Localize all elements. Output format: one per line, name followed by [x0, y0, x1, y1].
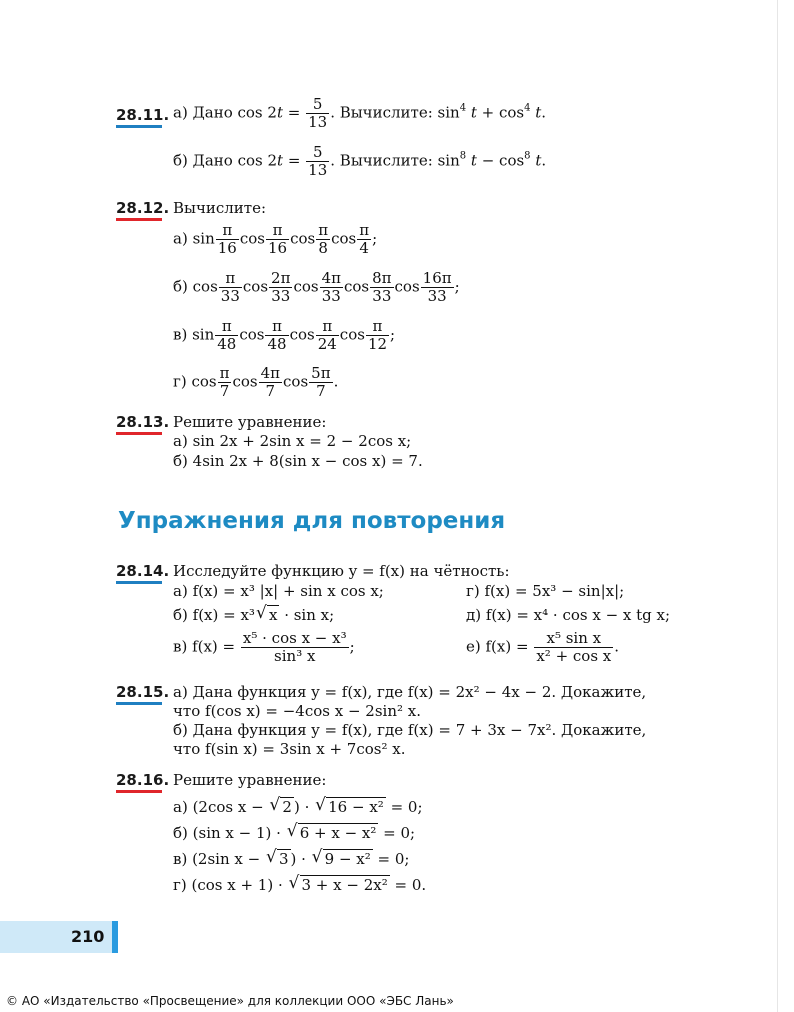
square-root: √ 9 − x² [312, 850, 373, 868]
fraction: $\frac{4\pi}{7}$ [260, 364, 281, 400]
problem-28-13-a: а) sin 2x + 2sin x = 2 − 2cos x; [173, 432, 412, 450]
fraction: $\frac{\text{x⁵ sin x}}{\text{x² + cos x}}$ [536, 629, 612, 665]
page-edge [777, 0, 778, 1012]
trig-function: cos [339, 325, 365, 344]
fraction: $\frac{\pi}{12}$ [367, 317, 388, 353]
copyright-notice: © АО «Издательство «Просвещение» для коллекции ООО «ЭБС Лань» [6, 994, 454, 1008]
fraction: $\frac{\pi}{16}$ [217, 221, 237, 257]
trig-function: sin [192, 229, 215, 248]
trig-function: sin [192, 325, 215, 344]
number-underline [116, 702, 162, 705]
problem-28-12-intro: Вычислите: [173, 199, 267, 217]
problem-28-15-a1: а) Дана функция y = f(x), где f(x) = 2x² − 4x − 2. Докажите, [173, 683, 647, 701]
number-underline [116, 218, 162, 221]
trig-function: cos [192, 277, 218, 296]
problem-28-11-b: б) Дано cos 2t = $\frac{5}{13}$ . Вычислите: $\sin^8 t - \cos^8 t$. [173, 143, 547, 179]
number-underline [116, 581, 162, 584]
square-root: √ 3 + x − 2x² [289, 876, 390, 894]
item-label: г) [173, 372, 192, 391]
problem-28-16-a: а) (2cos x − √ 2 ) · √ 16 − x² = 0; [173, 798, 423, 816]
square-root: √ 16 − x² [315, 798, 386, 816]
fraction: $\frac{\pi}{48}$ [217, 317, 237, 353]
problem-28-13-b: б) 4sin 2x + 8(sin x − cos x) = 7. [173, 452, 423, 470]
problem-number-28-12: 28.12. [116, 199, 169, 217]
number-underline [116, 125, 162, 128]
problem-28-12-g: г) cos $\frac{\pi}{7}$ cos $\frac{4\pi}{7}$ cos $\frac{5\pi}{7}$ . [173, 364, 339, 400]
problem-number-28-16: 28.16. [116, 771, 169, 789]
fraction: $\frac{5}{13}$ [308, 95, 328, 131]
item-label: в) [173, 325, 193, 344]
fraction: $\frac{8\pi}{33}$ [372, 269, 392, 305]
problem-number-28-11: 28.11. [116, 106, 169, 124]
fraction: $\frac{\pi}{7}$ [219, 364, 230, 400]
section-heading: Упражнения для повторения [118, 508, 506, 534]
trig-function: cos [331, 229, 357, 248]
square-root: √ 3 [266, 850, 291, 868]
problem-28-12-c: в) sin $\frac{\pi}{48}$ cos $\frac{\pi}{48}$ cos $\frac{\pi}{24}$ cos $\frac{\pi}{12}$ ; [173, 317, 396, 353]
problem-28-13-intro: Решите уравнение: [173, 413, 327, 431]
problem-28-12-b: б) cos $\frac{\pi}{33}$ cos $\frac{2\pi}{33}$ cos $\frac{4\pi}{33}$ cos $\frac{8\pi}{33}$ cos $\frac{16\pi}{33}$ ; [173, 269, 460, 305]
fraction: $\frac{\pi}{48}$ [267, 317, 287, 353]
trig-function: cos [283, 372, 309, 391]
problem-28-14-intro: Исследуйте функцию y = f(x) на чётность: [173, 562, 510, 580]
problem-28-11-a: а) Дано cos 2t = $\frac{5}{13}$ . Вычислите: $\sin^4 t + \cos^4 t$. [173, 95, 547, 131]
problem-28-16-c: в) (2sin x − √ 3 ) · √ 9 − x² = 0; [173, 850, 409, 868]
fraction: $\frac{\text{x⁵ · cos x − x³}}{\text{sin³ x}}$ [242, 629, 347, 665]
problem-28-15-a2: что f(cos x) = −4cos x − 2sin² x. [173, 702, 422, 720]
item-label: а) [173, 229, 193, 248]
problem-28-16-b: б) (sin x − 1) · √ 6 + x − x² = 0; [173, 824, 415, 842]
fraction: $\frac{\pi}{33}$ [220, 269, 240, 305]
fraction: $\frac{\pi}{8}$ [318, 221, 329, 257]
problem-28-14-b: б) f(x) = x³√ x · sin x; [173, 606, 334, 624]
trig-function: cos [290, 229, 316, 248]
page-number-tab [112, 921, 118, 953]
problem-28-14-e: е) f(x) = $\frac{\text{x⁵ sin x}}{\text{x² + cos x}}$ . [466, 629, 620, 665]
problem-28-16-intro: Решите уравнение: [173, 771, 327, 789]
trig-function: cos [239, 325, 265, 344]
trig-function: cos [242, 277, 269, 296]
problem-number-28-15: 28.15. [116, 683, 169, 701]
problem-28-15-b2: что f(sin x) = 3sin x + 7cos² x. [173, 740, 406, 758]
problem-28-14-d: д) f(x) = x⁴ · cos x − x tg x; [466, 606, 671, 624]
fraction: $\frac{5\pi}{7}$ [311, 364, 331, 400]
number-underline [116, 432, 162, 435]
trig-function: cos [394, 277, 420, 296]
fraction: $\frac{4\pi}{33}$ [321, 269, 341, 305]
trig-function: cos [232, 372, 258, 391]
page-number: 210 [71, 927, 105, 946]
square-root: √ 6 + x − x² [287, 824, 379, 842]
trig-function: cos [293, 277, 319, 296]
fraction: $\frac{\pi}{4}$ [359, 221, 370, 257]
trig-function: cos [239, 229, 265, 248]
trig-function: cos [191, 372, 217, 391]
fraction: $\frac{2\pi}{33}$ [271, 269, 291, 305]
trig-function: cos [343, 277, 370, 296]
problem-number-28-13: 28.13. [116, 413, 169, 431]
number-underline [116, 790, 162, 793]
trig-function: cos [289, 325, 315, 344]
fraction: $\frac{5}{13}$ [308, 143, 328, 179]
square-root: √ x [256, 606, 279, 624]
problem-28-12-a: а) sin $\frac{\pi}{16}$ cos $\frac{\pi}{16}$ cos $\frac{\pi}{8}$ cos $\frac{\pi}{4}$ ; [173, 221, 378, 257]
fraction: $\frac{\pi}{24}$ [317, 317, 337, 353]
problem-28-16-g: г) (cos x + 1) · √ 3 + x − 2x² = 0. [173, 876, 426, 894]
item-label: б) [173, 277, 193, 296]
square-root: √ 2 [269, 798, 294, 816]
problem-28-14-c: в) f(x) = $\frac{\text{x⁵ · cos x − x³}}{\text{sin³ x}}$ ; [173, 629, 355, 665]
problem-28-15-b1: б) Дана функция y = f(x), где f(x) = 7 + 3x − 7x². Докажите, [173, 721, 647, 739]
problem-number-28-14: 28.14. [116, 562, 169, 580]
fraction: $\frac{16\pi}{33}$ [422, 269, 452, 305]
problem-28-14-a: а) f(x) = x³ |x| + sin x cos x; [173, 582, 384, 600]
fraction: $\frac{\pi}{16}$ [267, 221, 288, 257]
problem-28-14-g: г) f(x) = 5x³ − sin|x|; [466, 582, 625, 600]
